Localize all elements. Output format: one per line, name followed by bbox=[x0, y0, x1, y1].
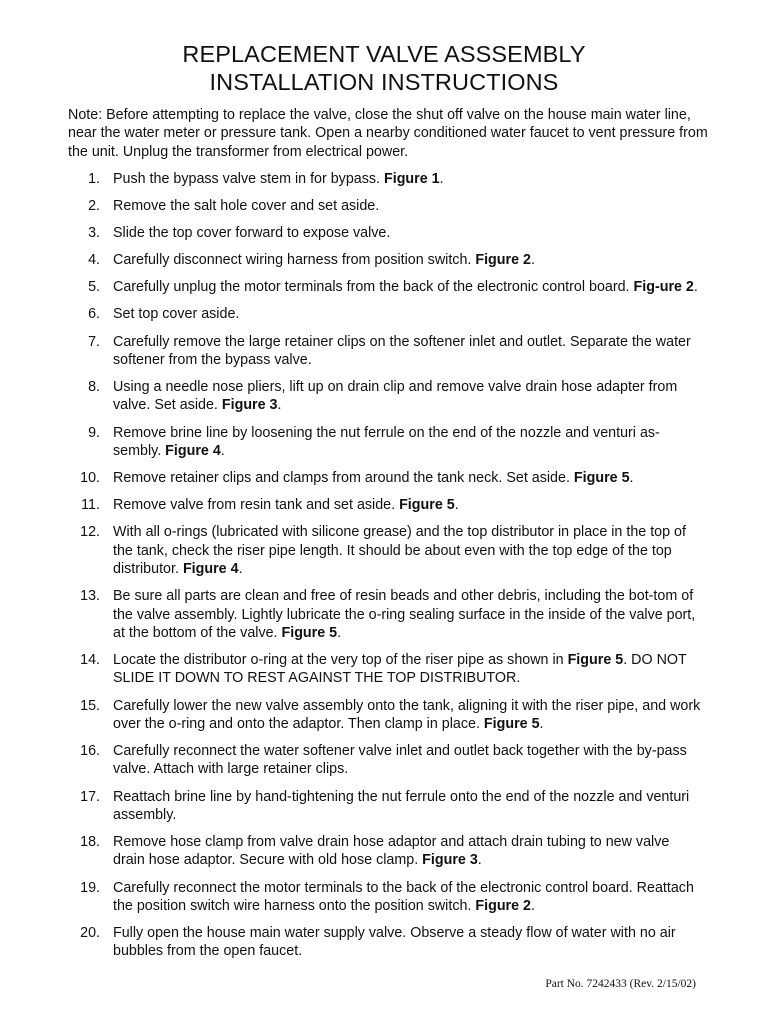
step-text: Slide the top cover forward to expose valve. bbox=[113, 225, 391, 242]
step-text: With all o-rings (lubricated with silicone grease) and the top distributor in place in the top of the tank, check the riser pipe length. It should be about even with the top edge of the top distributor. bbox=[113, 524, 686, 578]
step-text: Carefully unplug the motor terminals from the back of the electronic control board. bbox=[113, 279, 634, 296]
step-number: 7. bbox=[88, 333, 100, 350]
step-text: Remove retainer clips and clamps from around the tank neck. Set aside. bbox=[113, 470, 574, 487]
step-text-tail: . bbox=[220, 442, 225, 459]
step-number: 12. bbox=[80, 524, 100, 541]
step-text: Remove hose clamp from valve drain hose adaptor and attach drain tubing to new valve drain hose adaptor. Secure with old hose clamp. bbox=[113, 834, 670, 869]
step-text: Push the bypass valve stem in for bypass. bbox=[113, 171, 384, 187]
step-text-tail: . bbox=[238, 561, 243, 578]
part-number-footer: Part No. 7242433 (Rev. 2/15/02) bbox=[545, 978, 696, 990]
step-text-tail: . bbox=[629, 470, 634, 487]
figure-reference: Figure 3 bbox=[422, 852, 478, 869]
step-number: 15. bbox=[80, 697, 100, 714]
figure-reference: Figure 5 bbox=[483, 715, 540, 732]
figure-reference: Figure 3 bbox=[221, 397, 278, 414]
step-text-tail: . bbox=[531, 897, 535, 914]
instruction-step bbox=[68, 305, 708, 323]
instruction-step bbox=[68, 278, 708, 296]
step-number: 8. bbox=[88, 379, 100, 396]
step-number: 3. bbox=[88, 225, 100, 242]
step-number: 18. bbox=[80, 834, 100, 851]
instruction-step bbox=[68, 523, 708, 578]
step-text: Carefully remove the large retainer clips on the softener inlet and outlet. Separate the water softener from the bypass valve. bbox=[113, 333, 691, 368]
step-text: Remove valve from resin tank and set aside. bbox=[113, 497, 400, 514]
step-text: Set top cover aside. bbox=[113, 306, 240, 323]
step-text: Carefully reconnect the motor terminals to the back of the electronic control board. Reattach the position switch wire harness onto the position switch. bbox=[113, 879, 694, 914]
instruction-step bbox=[68, 224, 708, 242]
step-text-tail: . bbox=[530, 252, 535, 269]
instruction-step bbox=[68, 788, 708, 825]
step-number: 9. bbox=[88, 424, 100, 441]
step-text: Carefully disconnect wiring harness from position switch. bbox=[113, 252, 476, 269]
step-number: 19. bbox=[80, 879, 100, 896]
step-text-tail: . bbox=[439, 171, 444, 187]
instruction-step bbox=[68, 879, 708, 916]
step-text: Carefully lower the new valve assembly onto the tank, aligning it with the riser pipe, and work over the o-ring and onto the adaptor. Then clamp in place. bbox=[113, 697, 701, 732]
instruction-step bbox=[68, 251, 708, 269]
instruction-step bbox=[68, 697, 708, 734]
note-paragraph: Note: Before attempting to replace the valve, close the shut off valve on the house main water line, near the water meter or pressure tank. Open a nearby conditioned water faucet to vent pressure from the unit. Unplug the transformer from electrical power. bbox=[68, 107, 708, 160]
step-text-tail: . bbox=[539, 715, 544, 732]
instruction-step bbox=[68, 170, 708, 188]
step-text-tail: . bbox=[693, 279, 698, 296]
step-text-tail: . bbox=[277, 397, 282, 414]
instruction-step bbox=[68, 833, 708, 870]
instruction-step bbox=[68, 378, 708, 415]
step-text: Fully open the house main water supply valve. Observe a steady flow of water with no air bubbles from the open faucet. bbox=[113, 925, 676, 960]
instruction-step bbox=[68, 424, 708, 461]
instruction-step bbox=[68, 742, 708, 779]
step-text: Remove the salt hole cover and set aside. bbox=[113, 198, 380, 215]
step-number: 5. bbox=[88, 279, 100, 296]
step-text: Be sure all parts are clean and free of resin beads and other debris, including the bot-tom of the valve assembly. Lightly lubricate the o-ring sealing surface in the inside of the valve port, at the bottom of the valve. bbox=[113, 588, 696, 641]
step-number: 1. bbox=[88, 171, 100, 187]
figure-reference: Figure 5 bbox=[567, 652, 624, 669]
figure-reference: Figure 2 bbox=[475, 897, 531, 914]
instruction-step bbox=[68, 496, 708, 514]
page-title bbox=[0, 40, 768, 96]
step-number: 11. bbox=[81, 497, 100, 514]
instruction-step bbox=[68, 651, 708, 688]
step-number: 13. bbox=[80, 588, 100, 605]
instruction-steps-list bbox=[68, 170, 708, 970]
step-text-tail: . bbox=[337, 624, 342, 641]
step-text-tail: . DO NOT SLIDE IT DOWN TO REST AGAINST THE TOP DISTRIBUTOR. bbox=[113, 652, 687, 687]
title-line-2: INSTALLATION INSTRUCTIONS bbox=[209, 69, 559, 95]
step-text: Using a needle nose pliers, lift up on drain clip and remove valve drain hose adapter from valve. Set aside. bbox=[113, 379, 678, 414]
figure-reference: Figure 4 bbox=[182, 561, 239, 578]
step-number: 6. bbox=[88, 306, 100, 323]
figure-reference: Fig-ure 2 bbox=[633, 279, 694, 296]
instruction-step bbox=[68, 469, 708, 487]
step-text-tail: . bbox=[454, 497, 459, 514]
instruction-step bbox=[68, 197, 708, 215]
instruction-step bbox=[68, 587, 708, 642]
step-text: Reattach brine line by hand-tightening the nut ferrule onto the end of the nozzle and venturi assembly. bbox=[113, 788, 690, 823]
step-number: 10. bbox=[80, 470, 100, 487]
figure-reference: Figure 4 bbox=[165, 442, 221, 459]
step-text-tail: . bbox=[477, 852, 482, 869]
step-number: 14. bbox=[80, 652, 100, 669]
step-text: Locate the distributor o-ring at the very top of the riser pipe as shown in bbox=[113, 652, 568, 669]
step-number: 17. bbox=[80, 788, 100, 805]
step-number: 20. bbox=[80, 925, 100, 942]
figure-reference: Figure 2 bbox=[475, 252, 531, 269]
figure-reference: Figure 5 bbox=[573, 470, 630, 487]
figure-reference: Figure 5 bbox=[281, 624, 338, 641]
title-line-1: REPLACEMENT VALVE ASSSEMBLY bbox=[182, 41, 586, 67]
step-text: Remove brine line by loosening the nut ferrule on the end of the nozzle and venturi as-sembly. bbox=[113, 424, 660, 459]
step-number: 4. bbox=[88, 252, 100, 269]
instruction-step bbox=[68, 333, 708, 370]
step-text: Carefully reconnect the water softener valve inlet and outlet back together with the by-pass valve. Attach with large retainer clips. bbox=[113, 743, 687, 778]
step-number: 16. bbox=[80, 743, 100, 760]
figure-reference: Figure 5 bbox=[399, 497, 455, 514]
instruction-step bbox=[68, 924, 708, 961]
step-number: 2. bbox=[88, 198, 100, 215]
figure-reference: Figure 1 bbox=[383, 171, 440, 187]
